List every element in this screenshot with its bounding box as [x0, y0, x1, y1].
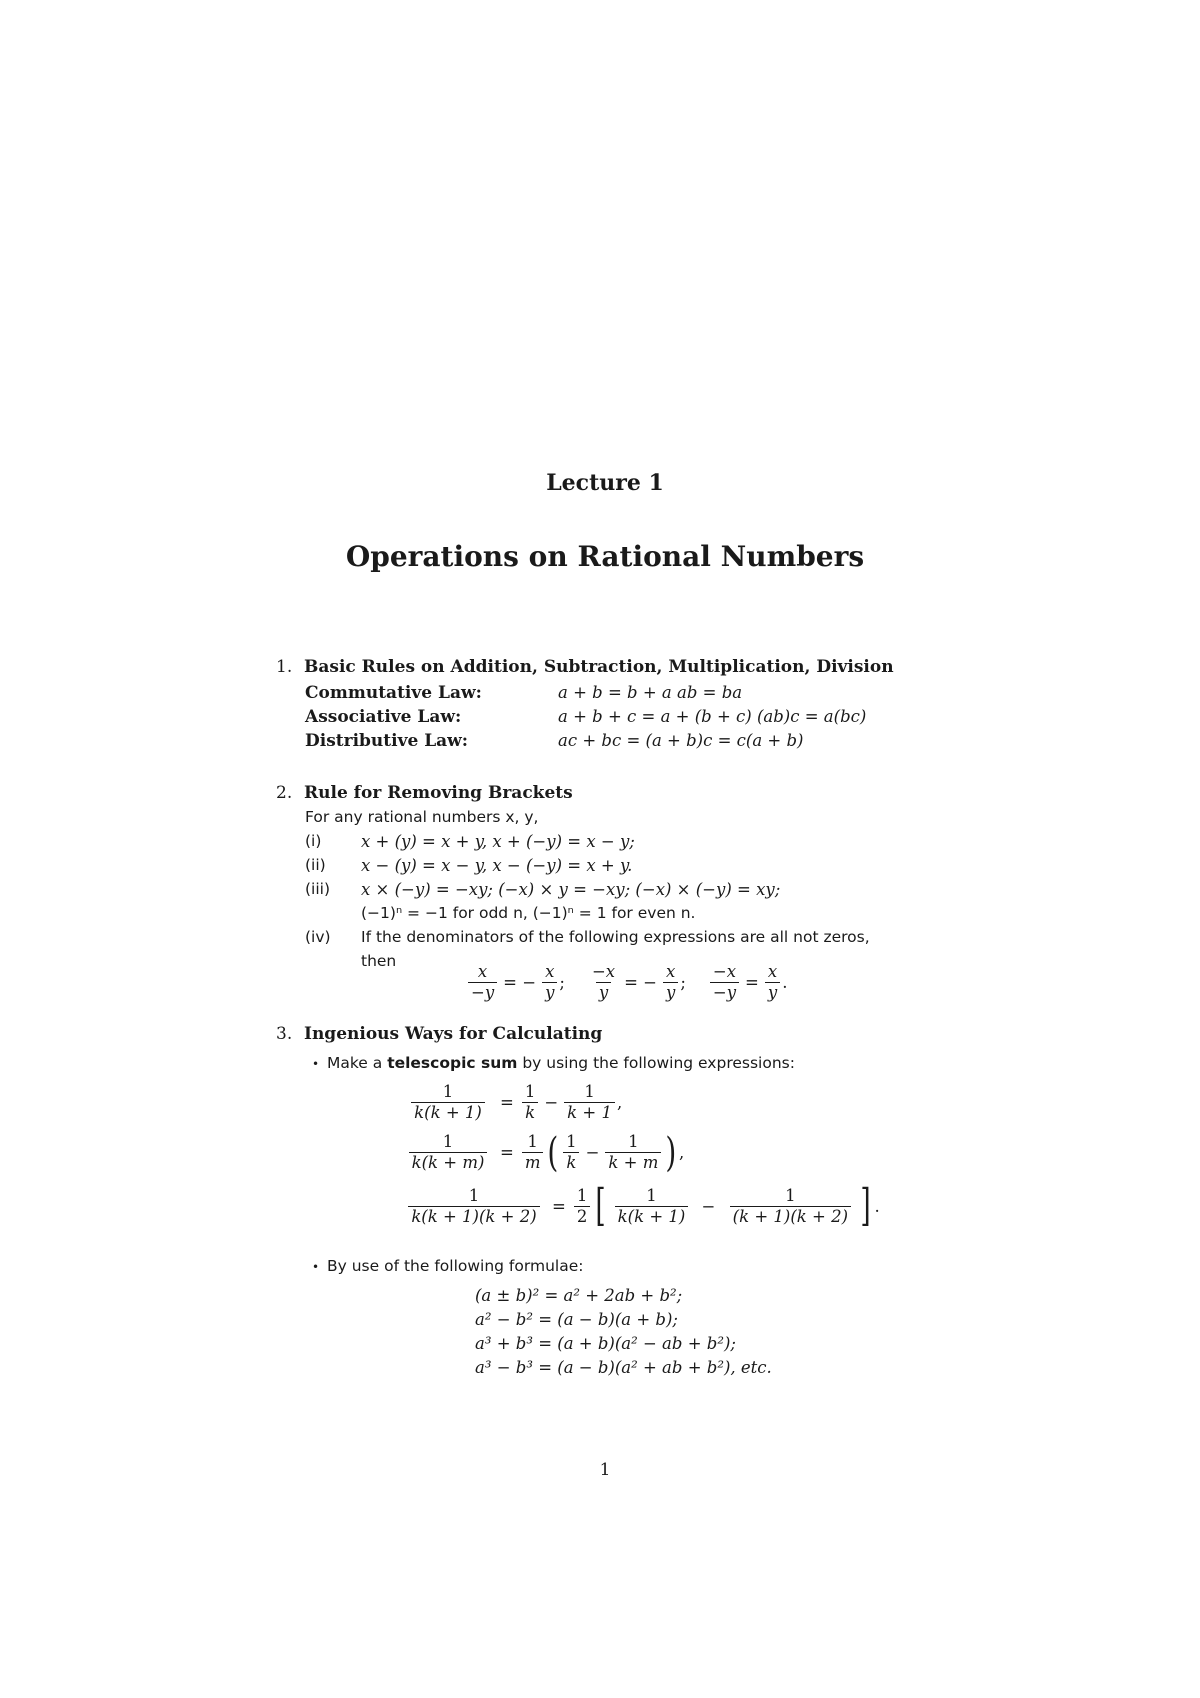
fraction-numerator: 1 — [646, 1185, 657, 1205]
law-distributive-formula: ac + bc = (a + b)c = c(a + b) — [558, 731, 804, 750]
fraction-denominator: m — [522, 1152, 544, 1173]
fraction-denominator: k(k + 1) — [411, 1102, 485, 1123]
comma: , — [679, 1143, 685, 1162]
fraction — [542, 962, 557, 1003]
bullet-formulae: By use of the following formulae: — [327, 1257, 584, 1275]
telescopic-formula-1 — [402, 1082, 622, 1123]
fraction-numerator: 1 — [566, 1132, 577, 1151]
law-distributive-name: Distributive Law: — [305, 731, 469, 751]
page-number: 1 — [599, 1460, 611, 1480]
fraction-denominator: k + 1 — [564, 1102, 615, 1123]
fraction-denominator: 2 — [574, 1206, 591, 1227]
fraction — [404, 1186, 544, 1227]
equals-sign: = — [745, 973, 759, 992]
section-1-number: 1. — [276, 657, 293, 677]
period: . — [874, 1196, 880, 1216]
section-2-title: Rule for Removing Brackets — [304, 783, 573, 803]
fraction-denominator: k(k + m) — [409, 1152, 488, 1173]
fraction-numerator: 1 — [584, 1082, 595, 1101]
fraction — [589, 962, 618, 1003]
fraction-denominator: −y — [710, 982, 739, 1003]
fraction — [563, 1132, 580, 1173]
fraction-numerator: 1 — [468, 1185, 480, 1205]
bullet-telescopic-bold: telescopic sum — [387, 1054, 518, 1072]
fraction-numerator: 1 — [524, 1082, 536, 1101]
fraction-numerator: 1 — [442, 1082, 454, 1101]
minus-sign: − — [701, 1196, 716, 1216]
rule-iv-label: (iv) — [305, 928, 331, 946]
formula-difference-cubes: a³ − b³ = (a − b)(a² + ab + b²), etc. — [475, 1358, 772, 1377]
equals-sign: = — [552, 1196, 566, 1216]
law-associative-formula: a + b + c = a + (b + c) (ab)c = a(bc) — [558, 707, 867, 726]
fraction — [522, 1082, 539, 1123]
sign-fraction-rules — [466, 962, 787, 1003]
right-bracket: ] — [860, 1180, 872, 1231]
fraction-numerator: −x — [712, 962, 737, 981]
rule-ii-text: x − (y) = x − y, x − (−y) = x + y. — [361, 856, 633, 875]
fraction-numerator: x — [666, 962, 676, 981]
fraction — [710, 962, 739, 1003]
fraction-denominator: −y — [468, 982, 497, 1003]
lecture-label: Lecture 1 — [546, 470, 664, 496]
law-commutative-formula: a + b = b + a ab = ba — [558, 683, 743, 702]
rule-iv-text: If the denominators of the following expressions are all not zeros, — [361, 928, 870, 946]
fraction-denominator: (k + 1)(k + 2) — [730, 1206, 851, 1227]
comma: , — [616, 1093, 623, 1112]
page-title: Operations on Rational Numbers — [345, 540, 865, 573]
fraction-denominator: y — [542, 982, 557, 1003]
bullet-icon: • — [312, 1260, 320, 1274]
section-2-intro: For any rational numbers x, y, — [305, 808, 539, 826]
formula-sum-cubes: a³ + b³ = (a + b)(a² − ab + b²); — [475, 1334, 736, 1353]
section-3-number: 3. — [276, 1024, 293, 1044]
rule-iii-label: (iii) — [305, 880, 331, 898]
separator: ; — [559, 973, 565, 992]
fraction-numerator: x — [545, 962, 555, 981]
law-associative-name: Associative Law: — [305, 707, 462, 727]
rule-iv-then: then — [361, 952, 397, 970]
fraction-numerator: 1 — [527, 1132, 538, 1151]
separator: ; — [680, 973, 686, 992]
rule-iii-text: x × (−y) = −xy; (−x) × y = −xy; (−x) × (−y) = xy; — [361, 880, 781, 899]
fraction — [725, 1186, 855, 1227]
fraction — [605, 1132, 661, 1173]
formula-square: (a ± b)² = a² + 2ab + b²; — [475, 1286, 683, 1305]
fraction-denominator: y — [596, 982, 611, 1003]
period: . — [782, 973, 788, 992]
fraction-numerator: 1 — [442, 1132, 454, 1151]
fraction — [765, 962, 780, 1003]
minus-sign: − — [544, 1093, 559, 1112]
fraction-denominator: k — [522, 1102, 538, 1123]
bullet-icon: • — [312, 1057, 320, 1071]
left-bracket: [ — [595, 1180, 607, 1231]
equals-sign: = — [500, 1093, 514, 1112]
fraction-numerator: 1 — [576, 1185, 588, 1205]
fraction — [468, 962, 497, 1003]
equals-sign: = − — [503, 973, 537, 992]
rule-ii-label: (ii) — [305, 856, 326, 874]
fraction — [564, 1082, 615, 1123]
fraction-numerator: x — [477, 962, 488, 981]
rule-i-text: x + (y) = x + y, x + (−y) = x − y; — [361, 832, 635, 851]
bullet-telescopic-pre: Make a — [327, 1054, 388, 1072]
equals-sign: = − — [624, 973, 657, 992]
fraction-numerator: 1 — [785, 1185, 796, 1205]
fraction — [663, 962, 678, 1003]
fraction — [574, 1186, 591, 1227]
bullet-telescopic-post: by using the following expressions: — [517, 1054, 795, 1072]
fraction — [522, 1132, 544, 1173]
right-paren: ) — [665, 1129, 677, 1176]
rule-iii-text-2: (−1)ⁿ = −1 for odd n, (−1)ⁿ = 1 for even n. — [361, 904, 696, 922]
fraction-numerator: 1 — [628, 1132, 639, 1151]
bullet-telescopic — [327, 1054, 795, 1072]
equals-sign: = — [500, 1143, 514, 1162]
telescopic-formula-3 — [402, 1180, 880, 1231]
fraction-numerator: −x — [591, 962, 616, 981]
rule-i-label: (i) — [305, 832, 322, 850]
fraction — [612, 1186, 692, 1227]
law-commutative-name: Commutative Law: — [305, 683, 482, 703]
fraction-denominator: y — [765, 982, 780, 1003]
fraction-denominator: k + m — [605, 1152, 661, 1173]
section-1-title: Basic Rules on Addition, Subtraction, Multiplication, Division — [304, 657, 894, 677]
telescopic-formula-2 — [402, 1129, 685, 1176]
section-2-number: 2. — [276, 783, 293, 803]
fraction-denominator: y — [663, 982, 678, 1003]
fraction-denominator: k(k + 1) — [615, 1206, 689, 1227]
formula-difference-squares: a² − b² = (a − b)(a + b); — [475, 1310, 678, 1329]
fraction — [404, 1132, 492, 1173]
left-paren: ( — [547, 1129, 559, 1176]
fraction-denominator: k — [563, 1152, 579, 1173]
fraction-denominator: k(k + 1)(k + 2) — [408, 1206, 539, 1227]
minus-sign: − — [585, 1143, 600, 1162]
section-3-title: Ingenious Ways for Calculating — [304, 1024, 603, 1044]
fraction-numerator: x — [767, 962, 778, 981]
fraction — [404, 1082, 492, 1123]
